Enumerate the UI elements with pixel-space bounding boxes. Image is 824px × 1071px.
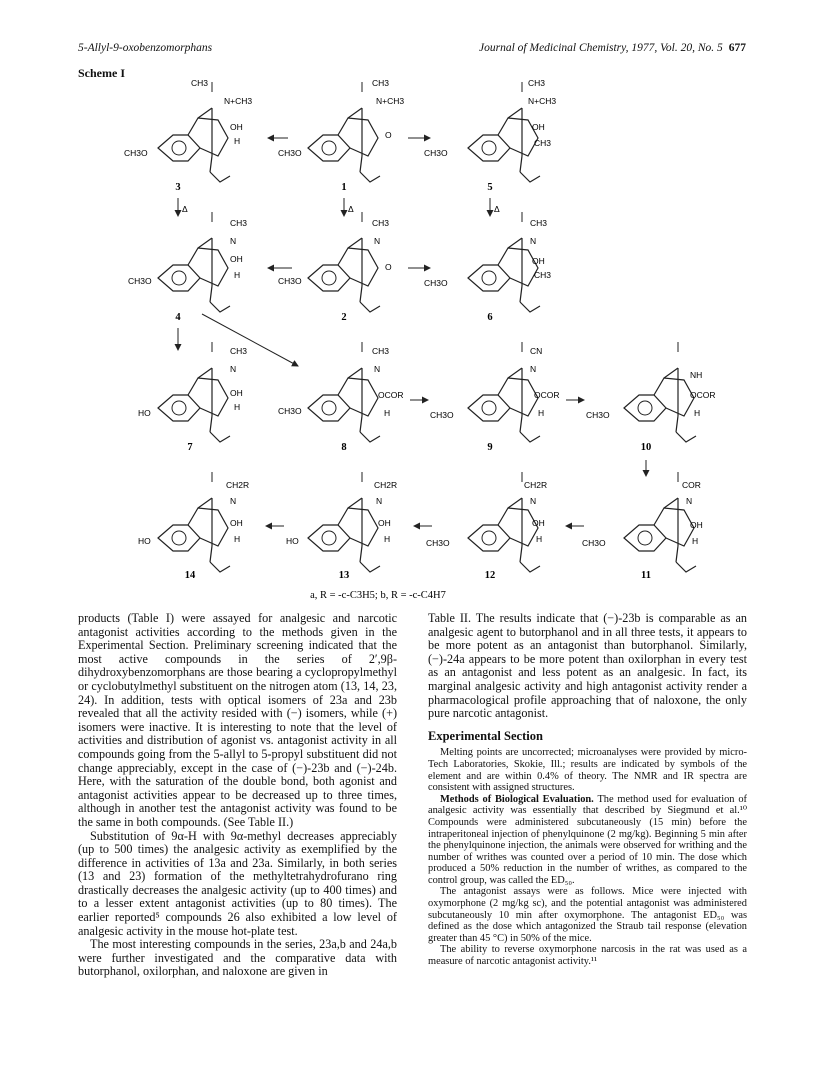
- compound-label: 7: [187, 442, 193, 453]
- svg-text:N+CH3: N+CH3: [376, 96, 405, 106]
- experimental-text: [428, 747, 747, 967]
- page-number: 677: [728, 42, 746, 54]
- svg-text:H: H: [234, 270, 241, 280]
- svg-text:OCOR: OCOR: [378, 390, 404, 400]
- compound-7: [138, 342, 247, 442]
- svg-text:CN: CN: [530, 346, 543, 356]
- svg-text:CH3O: CH3O: [582, 538, 606, 548]
- svg-text:CH3O: CH3O: [430, 410, 454, 420]
- svg-text:CH3: CH3: [534, 270, 552, 280]
- svg-text:CH2R: CH2R: [226, 480, 250, 490]
- svg-text:CH3O: CH3O: [278, 148, 302, 158]
- svg-text:N: N: [376, 496, 383, 506]
- svg-text:NH: NH: [690, 370, 703, 380]
- subsection-heading: Methods of Biological Evaluation.: [440, 793, 594, 805]
- compound-label: 6: [487, 312, 493, 323]
- svg-text:N: N: [230, 236, 237, 246]
- compound-14: [138, 472, 249, 572]
- svg-text:HO: HO: [138, 536, 151, 546]
- svg-text:CH2R: CH2R: [374, 480, 398, 490]
- svg-text:N+CH3: N+CH3: [224, 96, 253, 106]
- svg-text:CH3: CH3: [372, 218, 390, 228]
- compound-4: [128, 212, 247, 312]
- running-head: [78, 42, 746, 58]
- svg-text:H: H: [384, 408, 391, 418]
- running-title: 5-Allyl-9-oxobenzomorphans: [78, 42, 213, 54]
- compound-5: [424, 78, 556, 182]
- paragraph: products (Table I) were assayed for analgesic and narcotic antagonist activities according to the methods given in the Experimental Section. Preliminary screening indicated that the most active compounds in the series of 2′,9β-dihydroxybenzomorphans are those bearing a cyclopropylmethyl or cyclobutylmethyl substituent on the nitrogen atom (13, 14, 23, 24). In addition, tests with optical isomers of 23a and 23b revealed that all the activity resided with (−) isomers, while (+) isomers were inactive. It is interesting to note that the level of activities and distribution of agonist vs. antagonist activity in all compounds going from the 5-allyl to 5-propyl substituent did not change appreciably, except in the case of (−)-23b and (−)-24b. Here, with the saturation of the double bond, both agonist and antagonist activities appear to be decreased up to three times, although in another test the antagonist activity was found to be the same in both compounds. (See Table II.): [78, 611, 397, 829]
- compound-12: [426, 472, 547, 572]
- svg-text:N+CH3: N+CH3: [528, 96, 557, 106]
- svg-text:CH3: CH3: [191, 78, 209, 88]
- svg-text:OH: OH: [532, 518, 545, 528]
- compound-label: 8: [341, 442, 347, 453]
- svg-text:CH3: CH3: [534, 138, 552, 148]
- svg-text:H: H: [538, 408, 545, 418]
- compound-label: 5: [487, 182, 493, 193]
- svg-text:CH3: CH3: [230, 346, 248, 356]
- svg-text:CH3O: CH3O: [124, 148, 148, 158]
- svg-text:COR: COR: [682, 480, 701, 490]
- svg-text:CH3O: CH3O: [278, 276, 302, 286]
- compound-label: 11: [641, 570, 651, 581]
- svg-text:OH: OH: [532, 122, 545, 132]
- compound-label: 1: [341, 182, 347, 193]
- svg-text:OH: OH: [230, 122, 243, 132]
- svg-text:CH3O: CH3O: [128, 276, 152, 286]
- compound-8: [278, 342, 404, 442]
- svg-text:CH3O: CH3O: [426, 538, 450, 548]
- paragraph: Table II. The results indicate that (−)-23b is comparable as an analgesic agent to butorphanol and in all three tests, it appears to be more potent as an antagonist than butorphanol. Similarly, (−)-24a appears to be more potent than oxilorphan in every test as an antagonist and less potent as an analgesic. In fact, its marginal analgesic activity and high antagonist activity render a pharmacological profile approaching that of naloxone, the only pure narcotic antagonist.: [428, 611, 747, 721]
- compound-label: 14: [184, 570, 196, 581]
- svg-text:H: H: [234, 402, 241, 412]
- svg-text:N: N: [374, 364, 381, 374]
- svg-text:OH: OH: [378, 518, 391, 528]
- svg-text:OH: OH: [532, 256, 545, 266]
- svg-text:CH3: CH3: [372, 78, 390, 88]
- compound-2: [278, 212, 392, 312]
- svg-text:CH3: CH3: [528, 78, 546, 88]
- compound-label: 3: [175, 182, 181, 193]
- scheme-footnote: a, R = -c-C3H5; b, R = -c-C4H7: [310, 590, 446, 601]
- svg-text:N: N: [530, 236, 537, 246]
- svg-text:OH: OH: [690, 520, 703, 530]
- svg-text:Δ: Δ: [182, 204, 188, 214]
- svg-text:OCOR: OCOR: [690, 390, 716, 400]
- svg-text:CH3O: CH3O: [424, 148, 448, 158]
- svg-text:H: H: [234, 136, 241, 146]
- svg-text:CH3O: CH3O: [424, 278, 448, 288]
- svg-text:H: H: [692, 536, 699, 546]
- svg-text:N: N: [530, 364, 537, 374]
- svg-text:O: O: [385, 262, 392, 272]
- paragraph: Melting points are uncorrected; microanalyses were provided by micro-Tech Laboratories, Skokie, Ill.; results are indicated by symbols of the element and are within 0.4% of theory. The NMR and IR spectra are consistent with assigned structures.: [428, 747, 747, 794]
- svg-text:HO: HO: [286, 536, 299, 546]
- compound-11: [582, 472, 703, 572]
- svg-text:CH2R: CH2R: [524, 480, 548, 490]
- svg-text:CH3O: CH3O: [586, 410, 610, 420]
- paragraph: Substitution of 9α-H with 9α-methyl decreases appreciably (up to 500 times) the analgesic activity as exemplified by the difference in activities of 13a and 23a. Similarly, in both series (13 and 23) formation of the methyltetrahydrofurano ring drastically decreases the analgesic activity (up to 400 times) and to a lesser extent antagonist activities (up to 80 times). The earlier reported⁵ compounds 26 also exhibited a low level of analgesic activity in the mouse hot-plate test.: [78, 828, 397, 938]
- svg-text:N: N: [230, 364, 237, 374]
- svg-text:H: H: [694, 408, 701, 418]
- compound-label: 4: [175, 312, 181, 323]
- compound-label: 2: [341, 312, 347, 323]
- scheme-title: Scheme I: [78, 66, 125, 80]
- svg-text:CH3: CH3: [372, 346, 390, 356]
- compound-13: [286, 472, 397, 572]
- reaction-scheme: [78, 78, 746, 608]
- journal-citation: Journal of Medicinal Chemistry, 1977, Vol. 20, No. 5 677: [479, 42, 746, 54]
- svg-text:Δ: Δ: [494, 204, 500, 214]
- right-column: [428, 612, 747, 968]
- compound-1: [278, 78, 404, 182]
- svg-text:H: H: [234, 534, 241, 544]
- compound-label: 10: [640, 442, 652, 453]
- paragraph: The antagonist assays were as follows. Mice were injected with oxymorphone (2 mg/kg sc), and the potential antagonist was administered subcutaneously 10 min after oxymorphone. The antagonist ED₅₀ was defined as the dose which antagonized the Straub tail response (elevation greater than 45 °C) in 50% of the mice.: [428, 886, 747, 944]
- compound-10: [586, 342, 716, 442]
- compound-3: [124, 78, 252, 182]
- compound-label: 12: [484, 570, 496, 581]
- compound-label: 13: [338, 570, 350, 581]
- svg-text:N: N: [230, 496, 237, 506]
- paragraph: The most interesting compounds in the series, 23a,b and 24a,b were further investigated and the comparative data with butorphanol, oxilorphan, and naloxone are given in: [78, 937, 397, 979]
- svg-text:H: H: [384, 534, 391, 544]
- svg-text:OH: OH: [230, 518, 243, 528]
- svg-text:OH: OH: [230, 254, 243, 264]
- compound-label: 9: [487, 442, 493, 453]
- svg-text:H: H: [536, 534, 543, 544]
- compound-9: [430, 342, 560, 442]
- paragraph: Methods of Biological Evaluation. The method used for evaluation of analgesic activity was essentially that described by Siegmund et al.¹⁰ Compounds were administered subcutaneously (15 min) before the intraperitoneal injection of phenylquinone (2 mg/kg). Beginning 5 min after the phenylquinone injection, the animals were observed for writhing and the number of writhes was counted over a period of 10 min. The dose which produced a 50% reduction in the number of writhes, as compared to the control group, was called the ED₅₀.: [428, 793, 747, 886]
- svg-text:O: O: [385, 130, 392, 140]
- svg-text:HO: HO: [138, 408, 151, 418]
- svg-text:N: N: [530, 496, 537, 506]
- svg-text:OCOR: OCOR: [534, 390, 560, 400]
- left-column: [78, 612, 397, 979]
- paragraph: The ability to reverse oxymorphone narcosis in the rat was used as a measure of narcotic antagonist activity.¹¹: [428, 944, 747, 968]
- section-heading: Experimental Section: [428, 728, 543, 743]
- svg-text:OH: OH: [230, 388, 243, 398]
- svg-text:N: N: [686, 496, 693, 506]
- svg-text:Δ: Δ: [348, 204, 354, 214]
- svg-text:CH3: CH3: [530, 218, 548, 228]
- compound-6: [424, 212, 551, 312]
- svg-text:N: N: [374, 236, 381, 246]
- svg-text:CH3O: CH3O: [278, 406, 302, 416]
- svg-text:CH3: CH3: [230, 218, 248, 228]
